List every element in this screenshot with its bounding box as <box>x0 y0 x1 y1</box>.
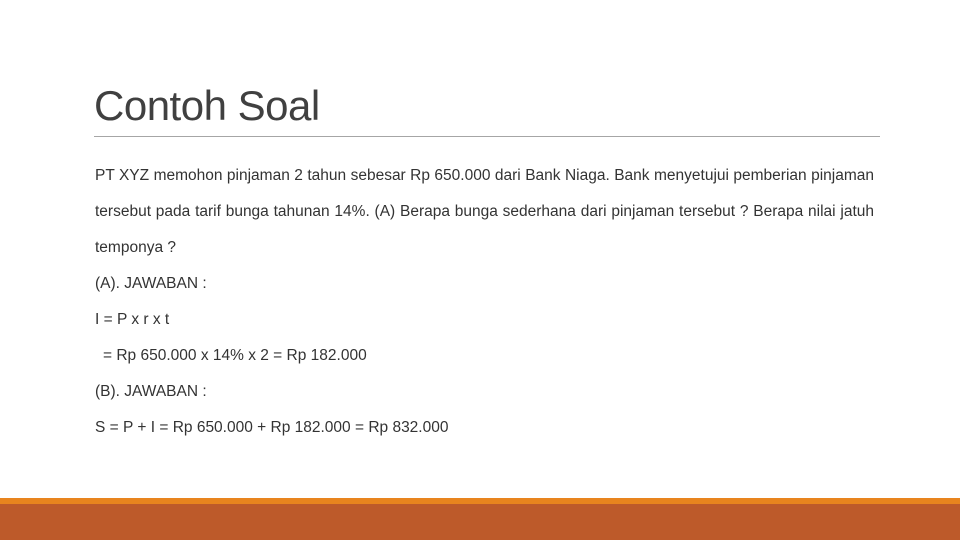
question-paragraph: PT XYZ memohon pinjaman 2 tahun sebesar Rp 650.000 dari Bank Niaga. Bank menyetujui pemberian pinjaman tersebut pada tarif bunga tahunan 14%. (A) Berapa bunga sederhana dari pinjaman tersebut ? Berapa nilai jatuh temponya ? <box>95 167 874 256</box>
interest-formula: I = P x r x t <box>95 311 170 328</box>
footer-bar <box>0 504 960 540</box>
slide-title: Contoh Soal <box>94 82 320 129</box>
title-divider <box>94 136 880 137</box>
answer-a-heading: (A). JAWABAN : <box>95 275 207 292</box>
interest-calculation: = Rp 650.000 x 14% x 2 = Rp 182.000 <box>103 347 367 364</box>
maturity-calculation: S = P + I = Rp 650.000 + Rp 182.000 = Rp 832.000 <box>95 419 449 436</box>
answer-b-heading: (B). JAWABAN : <box>95 383 207 400</box>
slide-body <box>95 158 874 446</box>
